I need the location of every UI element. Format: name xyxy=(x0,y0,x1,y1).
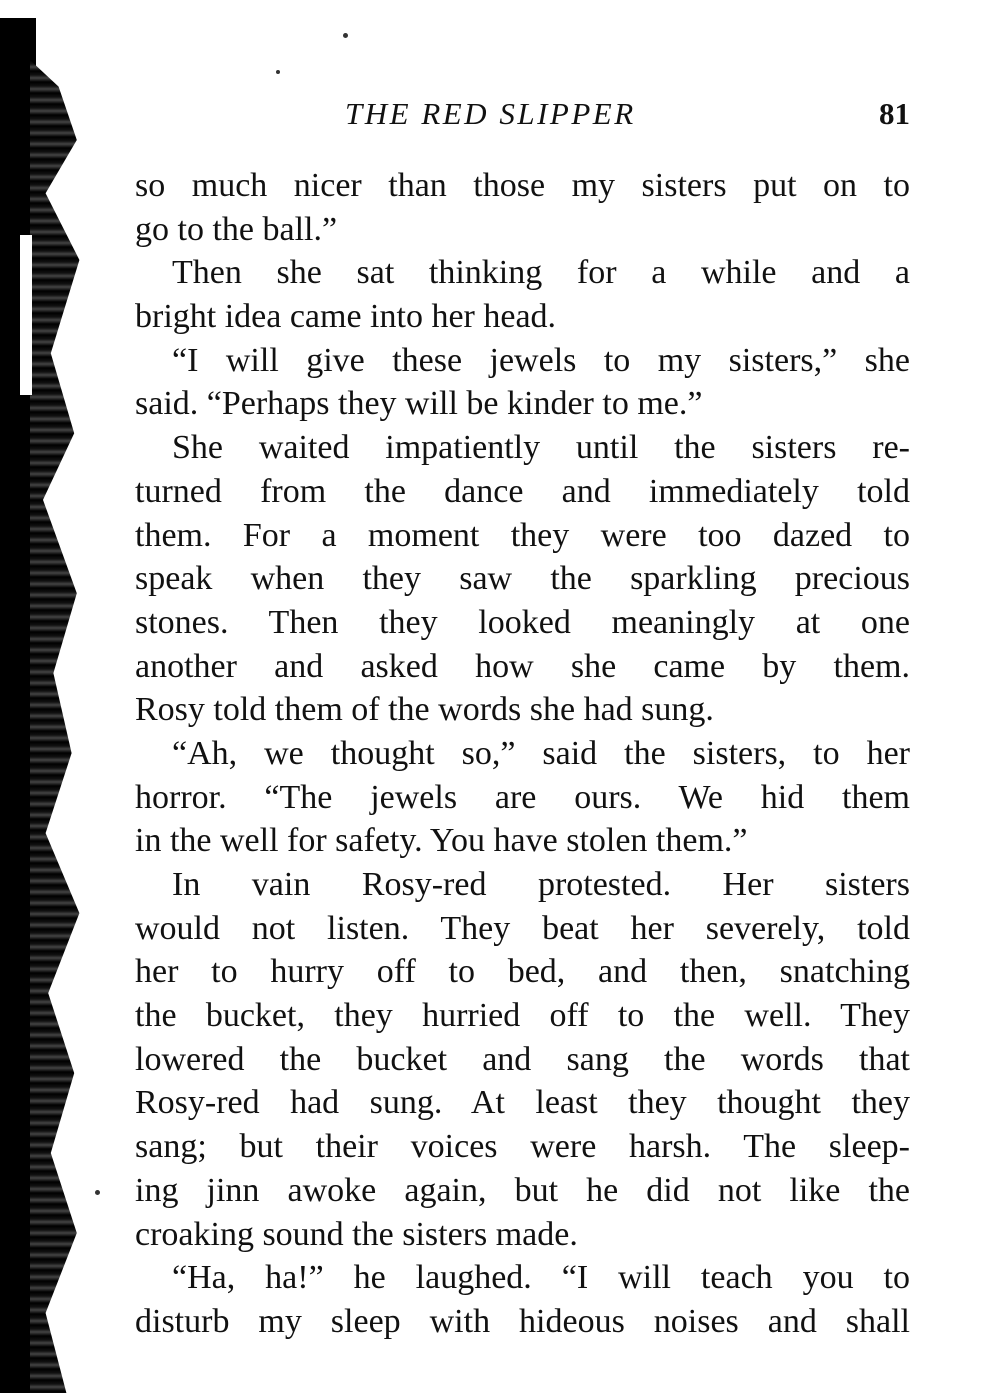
text-line: lowered the bucket and sang the words that xyxy=(135,1040,910,1078)
page-number: 81 xyxy=(879,96,910,131)
text-line: the bucket, they hurried off to the well. They xyxy=(135,997,910,1035)
text-line: bright idea came into her head. xyxy=(135,298,557,336)
text-line: go to the ball.” xyxy=(135,210,338,248)
text-line: disturb my sleep with hideous noises and shall xyxy=(135,1302,910,1340)
scan-speck xyxy=(343,33,348,38)
text-line: Rosy-red had sung. At least they thought they xyxy=(135,1084,910,1122)
text-line: would not listen. They beat her severely, told xyxy=(135,909,910,947)
body-text xyxy=(135,164,910,1344)
text-line: stones. Then they looked meaningly at one xyxy=(135,603,910,641)
text-line: in the well for safety. You have stolen them.” xyxy=(135,822,748,860)
text-line: Rosy told them of the words she had sung. xyxy=(135,691,714,729)
text-line: ing jinn awoke again, but he did not like the xyxy=(135,1171,910,1209)
text-line: so much nicer than those my sisters put on to xyxy=(135,167,910,204)
text-line: another and asked how she came by them. xyxy=(135,647,910,685)
text-line: them. For a moment they were too dazed to xyxy=(135,516,910,554)
text-line: Then she sat thinking for a while and a xyxy=(172,254,910,292)
text-line: horror. “The jewels are ours. We hid them xyxy=(135,778,910,816)
scan-speck xyxy=(276,70,280,74)
text-line: “Ah, we thought so,” said the sisters, to her xyxy=(172,734,910,772)
text-line: said. “Perhaps they will be kinder to me.” xyxy=(135,385,703,423)
text-line: her to hurry off to bed, and then, snatching xyxy=(135,953,910,991)
binding-edge-texture xyxy=(30,60,82,1393)
scan-speck xyxy=(95,1190,100,1195)
running-header xyxy=(135,96,910,146)
running-title: THE RED SLIPPER xyxy=(345,96,636,131)
text-line: turned from the dance and immediately told xyxy=(135,472,910,510)
text-line: sang; but their voices were harsh. The sleep- xyxy=(135,1128,910,1166)
text-line: She waited impatiently until the sisters re- xyxy=(172,429,910,467)
text-line: “Ha, ha!” he laughed. “I will teach you to xyxy=(172,1259,910,1297)
text-line: speak when they saw the sparkling precious xyxy=(135,560,910,598)
text-line: “I will give these jewels to my sisters,” she xyxy=(172,341,910,379)
binding-gap xyxy=(20,235,32,395)
text-line: croaking sound the sisters made. xyxy=(135,1215,578,1253)
text-line: In vain Rosy-red protested. Her sisters xyxy=(172,866,910,903)
